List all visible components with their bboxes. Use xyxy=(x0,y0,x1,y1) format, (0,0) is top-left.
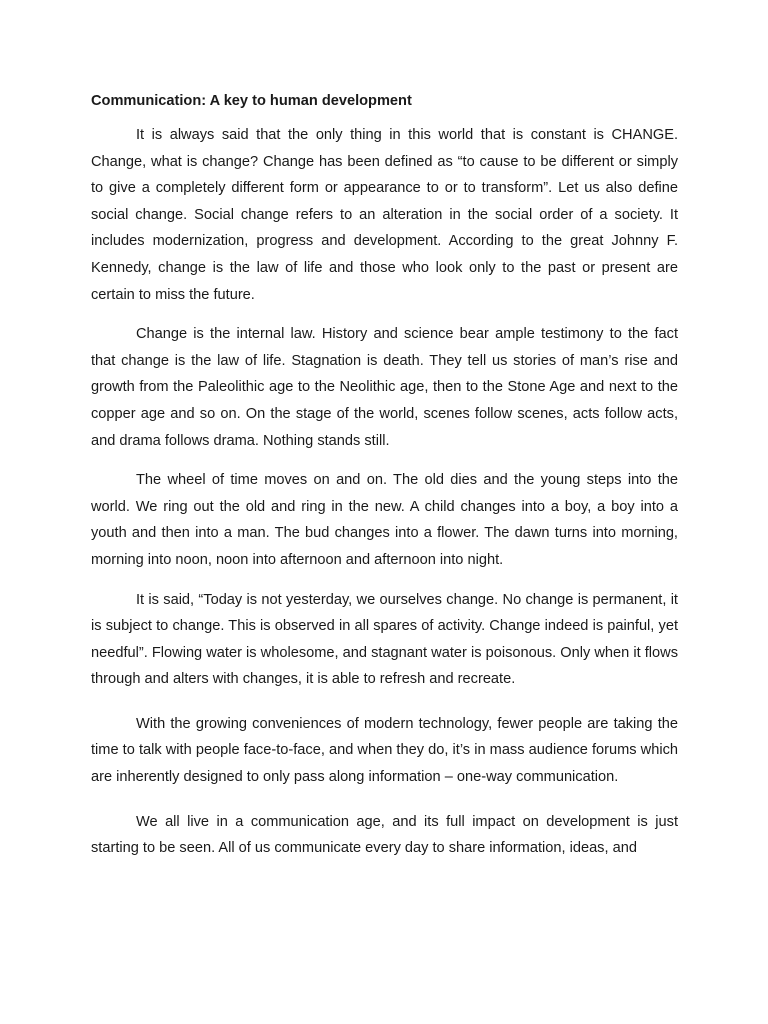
paragraph-3: The wheel of time moves on and on. The old dies and the young steps into the world. We ring out the old and ring in the new. A child changes into a boy, a boy into a youth and then into a man. The bud changes into a flower. The dawn turns into morning, morning into noon, noon into afternoon and afternoon into night. xyxy=(91,472,678,568)
document-title: Communication: A key to human development xyxy=(91,93,412,109)
document-body xyxy=(91,88,678,880)
paragraph-6: We all live in a communication age, and its full impact on development is just starting to be seen. All of us communicate every day to share information, ideas, and xyxy=(91,813,678,857)
paragraph-1: It is always said that the only thing in this world that is constant is CHANGE. Change, what is change? Change has been defined as “to cause to be different or simply to give a completely different form or appearance to or to transform”. Let us also define social change. Social change refers to an alteration in the social order of a society. It includes modernization, progress and development. According to the great Johnny F. Kennedy, change is the law of life and those who look only to the past or present are certain to miss the future. xyxy=(91,127,678,303)
paragraph-2: Change is the internal law. History and science bear ample testimony to the fact that change is the law of life. Stagnation is death. They tell us stories of man’s rise and growth from the Paleolithic age to the Neolithic age, then to the Stone Age and next to the copper age and so on. On the stage of the world, scenes follow scenes, acts follow acts, and drama follows drama. Nothing stands still. xyxy=(91,326,678,449)
paragraph-5: With the growing conveniences of modern technology, fewer people are taking the time to talk with people face-to-face, and when they do, it’s in mass audience forums which are inherently designed to only pass along information – one-way communication. xyxy=(91,715,678,786)
paragraph-4: It is said, “Today is not yesterday, we ourselves change. No change is permanent, it is subject to change. This is observed in all spares of activity. Change indeed is painful, yet needful”. Flowing water is wholesome, and stagnant water is poisonous. Only when it flows through and alters with changes, it is able to refresh and recreate. xyxy=(91,591,678,688)
